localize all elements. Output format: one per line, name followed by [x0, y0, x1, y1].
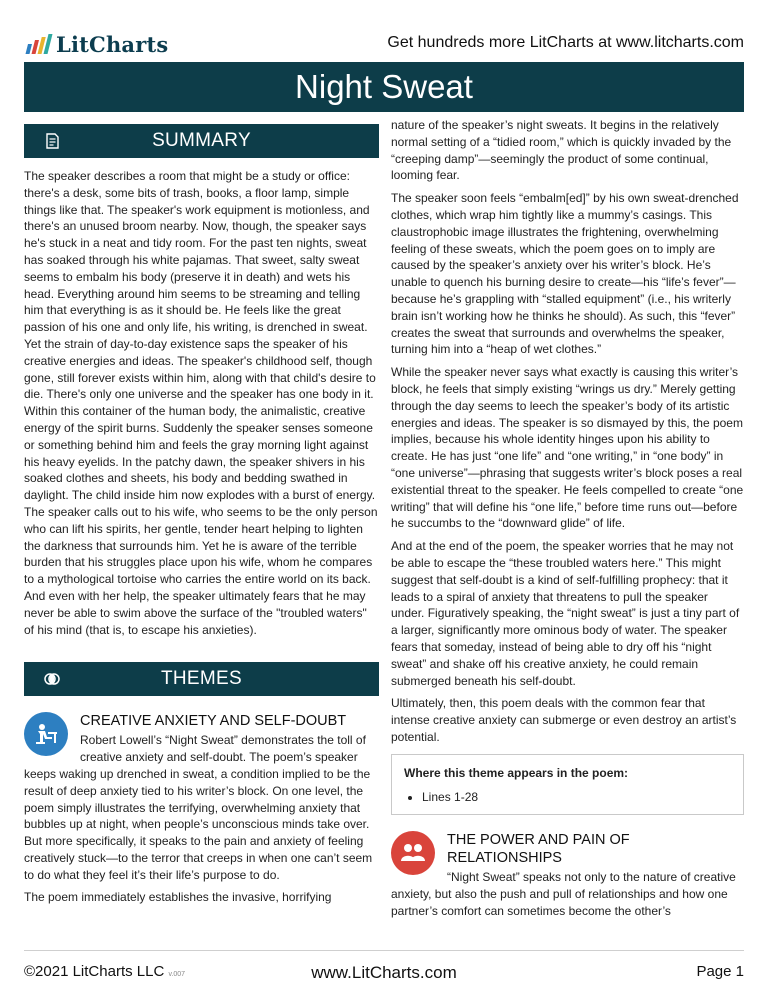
header-tagline[interactable]: Get hundreds more LitCharts at www.litcharts.com	[387, 34, 744, 51]
theme-title: CREATIVE ANXIETY AND SELF-DOUBT	[80, 713, 347, 730]
left-column	[24, 117, 379, 912]
theme-paragraph: And at the end of the poem, the speaker worries that he may not be able to escape the “these troubled waters here.” This might suggest that self-doubt is a kind of self-fulfilling prophecy: that it leads to a spiral of anxiety that threatens to pull the speaker under. Figuratively speaking, the “night sweat” is just a tiny part of a larger, significantly more ominous body of water. The speaker fears that someday, instead of being able to dry off his “night sweat” and shake off his creative anxiety, he could remain submerged beneath his self-doubt.	[391, 539, 740, 688]
summary-heading: SUMMARY	[152, 129, 251, 151]
logo-text: LitCharts	[56, 31, 169, 57]
litcharts-logo[interactable]	[28, 32, 168, 56]
summary-heading-bar	[24, 124, 379, 158]
theme-title: THE POWER AND PAIN OF RELATIONSHIPS	[447, 832, 630, 867]
two-people-icon	[399, 839, 427, 867]
writer-at-desk-icon	[32, 720, 60, 748]
theme-paragraph: Robert Lowell’s “Night Sweat” demonstrates the toll of creative anxiety and self-doubt. The poem’s speaker keeps waking up drenched in sweat, a condition implied to be the result of deep anxiety tied to his writer’s block. On one level, the poem simply illustrates the terrifying, overwhelming anxiety that bubbles up at night, when people’s unconscious minds take over. But more specifically, it speaks to the pain and anxiety of feeling creatively stuck—to the terror that creeps in when one can’t seem to do what they feel it’s their life’s purpose to do.	[24, 733, 373, 882]
footer-page-number: Page 1	[696, 963, 744, 980]
version-text: v.007	[168, 971, 186, 978]
theme-relationships	[391, 829, 744, 919]
theme-appearances-box	[391, 754, 744, 816]
copyright-text: ©2021 LitCharts LLC	[24, 963, 165, 980]
appearances-heading: Where this theme appears in the poem:	[404, 765, 629, 780]
appearances-list	[404, 789, 731, 806]
logo-bars-icon	[26, 34, 53, 54]
title-bar	[24, 62, 744, 112]
page-header	[0, 0, 768, 62]
themes-heading: THEMES	[161, 667, 242, 689]
theme-paragraph-continuation: nature of the speaker’s night sweats. It begins in the relatively normal setting of a “tidied room,” which is quickly invaded by the “creeping damp”—seemingly the product of some continual, looming fear.	[391, 118, 732, 183]
theme-paragraph-continued: The poem immediately establishes the invasive, horrifying	[24, 890, 332, 905]
theme-paragraph: The speaker soon feels “embalm[ed]” by his own sweat-drenched clothes, which wrap him tightly like a mummy’s casings. This claustrophobic image illustrates the frightening, overwhelming feeling of these sweats, which the poem goes on to imply are caused by the speaker’s anxiety over his writer’s block. He’s unable to quench his burning desire to create—his “life’s fever”— because he’s grappling with “stalled equipment” (i.e., his writerly brain isn’t working how he thinks he should). As such, this “fever” creates the sweat that surrounds and overwhelms the speaker, turning him into a “heap of wet clothes.”	[391, 191, 739, 357]
theme-icon-circle	[24, 712, 68, 756]
themes-icon	[44, 671, 60, 687]
theme-paragraph: While the speaker never says what exactly is causing this writer’s block, he feels that simply existing “wrings us dry.” Merely getting through the day seems to leech the speaker’s body of its artistic energies and ideas. The speaker is so dismayed by this, the poem implies, because his whole identity hinges upon his ability to create. He has just “one life” and “one writing,” in “one body” in “one universe”—phrasing that suggests writer’s block poses a real existential threat to the speaker. He feels compelled to create “one writing” that will define his “one life,” before time runs out—before he succumbs to the “downward glide” of life.	[391, 365, 744, 531]
appearance-item[interactable]: • Lines 1-28	[422, 789, 731, 806]
theme-paragraph: “Night Sweat” speaks not only to the nature of creative anxiety, but also the push and pull of relationships and how one partner’s comfort can sometimes become the other’s	[391, 870, 736, 918]
document-icon	[44, 133, 60, 149]
footer-site-link[interactable]: www.LitCharts.com	[311, 963, 457, 982]
themes-heading-bar	[24, 662, 379, 696]
theme-icon-circle	[391, 831, 435, 875]
page-title: Night Sweat	[295, 68, 473, 105]
footer-divider	[24, 950, 744, 951]
right-column	[391, 117, 744, 926]
theme-paragraph: Ultimately, then, this poem deals with the common fear that intense creative anxiety can submerge or even destroy an artist’s potential.	[391, 696, 737, 744]
theme-creative-anxiety	[24, 710, 379, 906]
summary-text: The speaker describes a room that might be a study or office: there's a desk, some bits of trash, books, a floor lamp, simple things like that. The speaker's work equipment is motionless, and there's an unused broom nearby. Now, though, the speaker says he's stuck in a neat and tidy room. For the past ten nights, sweat has soaked through his white pajamas. That sweet, salty sweat seems to embalm his body (preserve it in death) and wets his head. Everything around him seems to be streaming and telling him that everything is as it should be. He feels like the great passion of his one and only life, his writing, is drenched in sweat. Yet the strain of day-to-day existence saps the speaker of his creative energies and ideas. The speaker's childhood self, though gone, still forever exists within him, along with that child's desire to die. There's only one universe and the speaker has one body in it. Within this container of the human body, the animalistic, creative energy of the spirit burns. Suddenly the speaker senses someone or something behind him and feels the gray morning light against his heavy eyelids. In the patchy dawn, the speaker shivers in his soaked clothes and sheets, his body and bedding swathed in daylight. The child inside him now explodes with a burst of energy. The speaker calls out to his wife, who seems to be the only person who can lift his spirits, her gentle, tender heart helping to lighten the darkness that surrounds him. Yet he is aware of the terrible burden that his struggles place upon his wife, whom he compares to a mythological tortoise who carries the entire world on its back. And even with her help, the speaker ultimately fears that he may never be able to swim above the surface of the "troubled waters" of his mind (that is, to escape his anxieties).	[24, 169, 378, 637]
